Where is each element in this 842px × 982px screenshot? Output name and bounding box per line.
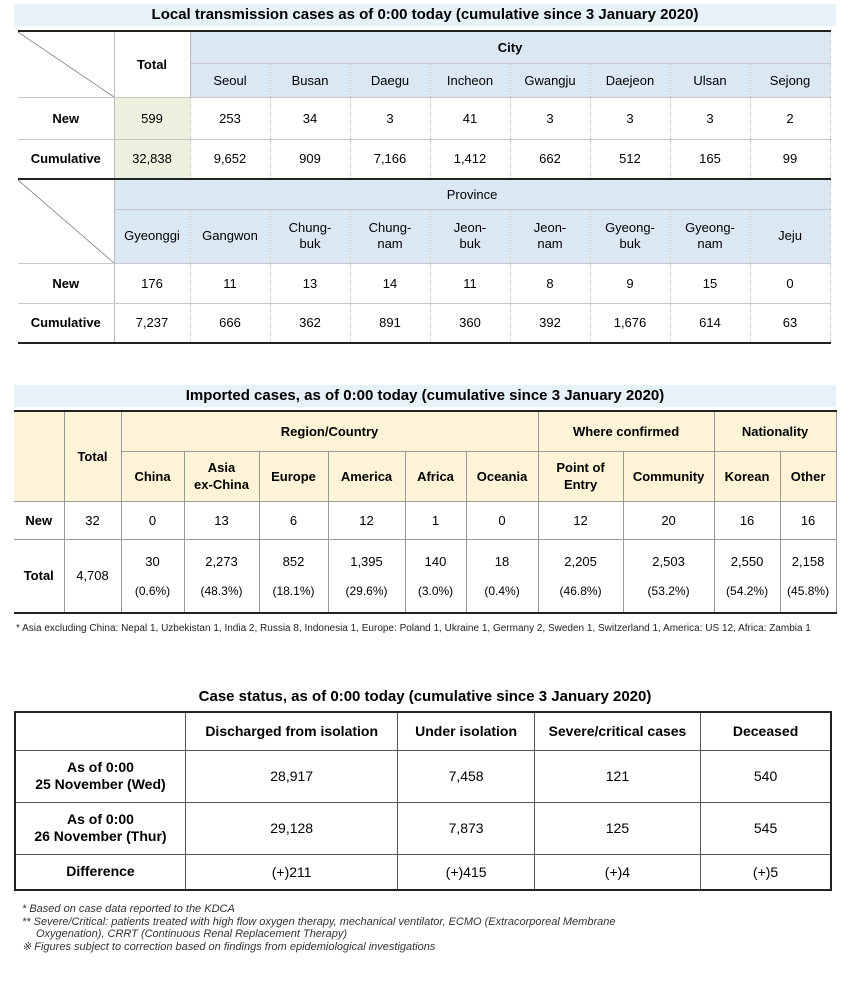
new-row-label: New [18, 263, 114, 303]
imported-total-percent: (29.6%) [345, 583, 388, 598]
imported-title: Imported cases, as of 0:00 today (cumulative since 3 January 2020) [14, 385, 836, 407]
city-name-cell: Busan [270, 63, 350, 97]
imported-total-row [14, 539, 836, 613]
imported-total-value: 2,550 [730, 553, 764, 569]
imported-total-value: 2,273 [205, 553, 238, 569]
province-cumulative-value: 891 [350, 303, 430, 343]
status-value: 545 [701, 802, 831, 854]
cumulative-row-label: Cumulative [18, 139, 114, 179]
where-confirmed-header: Where confirmed [538, 411, 714, 451]
status-column-header: Severe/critical cases [534, 712, 700, 750]
imported-total-cell [538, 539, 623, 613]
imported-total-total: 4,708 [64, 539, 121, 613]
status-row-label [15, 750, 185, 802]
city-new-row [18, 97, 830, 139]
imported-new-value: 6 [259, 501, 328, 539]
status-value: 125 [534, 802, 700, 854]
city-cumulative-value: 165 [670, 139, 750, 179]
city-name-cell: Gwangju [510, 63, 590, 97]
total-new-value: 599 [114, 97, 190, 139]
imported-total-value: 30 [145, 553, 160, 569]
imported-footnote: * Asia excluding China: Nepal 1, Uzbekistan 1, India 2, Russia 8, Indonesia 1, Europe: Poland 1, Ukraine 1, Germany 2, Sweden 1, Switzerland 1, America: US 12, Africa: Zambia 1 [16, 623, 811, 634]
imported-total-cell [121, 539, 184, 613]
imported-new-value: 16 [714, 501, 780, 539]
imported-total-percent: (54.2%) [726, 583, 769, 598]
province-cumulative-value: 1,676 [590, 303, 670, 343]
imported-column-header: China [121, 451, 184, 501]
status-title: Case status, as of 0:00 today (cumulative since 3 January 2020) [198, 688, 652, 705]
province-name-cell: Gyeong- buk [590, 209, 670, 263]
status-row-label [15, 802, 185, 854]
imported-new-value: 0 [121, 501, 184, 539]
imported-total-stack [467, 548, 538, 604]
new-row-label: New [18, 97, 114, 139]
imported-column-header: Community [623, 451, 714, 501]
note-1: * Based on case data reported to the KDCA [22, 903, 235, 915]
city-cumulative-value: 1,412 [430, 139, 510, 179]
imported-total-value: 2,503 [652, 553, 685, 569]
difference-value: (+)5 [701, 854, 831, 890]
local-transmission-table [18, 30, 831, 344]
imported-column-header: Oceania [466, 451, 538, 501]
province-cumulative-value: 360 [430, 303, 510, 343]
province-name-cell: Jeon- nam [510, 209, 590, 263]
imported-new-value: 1 [405, 501, 466, 539]
imported-total-percent: (53.2%) [647, 583, 690, 598]
province-new-value: 9 [590, 263, 670, 303]
province-name-cell: Jeon- buk [430, 209, 510, 263]
status-header-row [15, 712, 831, 750]
province-new-row [18, 263, 830, 303]
city-name-cell: Sejong [750, 63, 830, 97]
imported-total-value: 140 [424, 553, 447, 569]
province-new-value: 11 [430, 263, 510, 303]
city-name-cell: Daejeon [590, 63, 670, 97]
imported-total-value: 852 [282, 553, 305, 569]
status-row-label-line1: As of 0:00 [66, 811, 134, 827]
imported-corner-cell [14, 411, 64, 501]
province-cumulative-value: 7,237 [114, 303, 190, 343]
province-new-value: 11 [190, 263, 270, 303]
total-cumulative-value: 32,838 [114, 139, 190, 179]
status-value: 29,128 [185, 802, 398, 854]
local-total-header: Total [114, 31, 190, 97]
city-new-value: 2 [750, 97, 830, 139]
status-value: 121 [534, 750, 700, 802]
province-new-value: 14 [350, 263, 430, 303]
imported-new-value: 0 [466, 501, 538, 539]
province-new-value: 15 [670, 263, 750, 303]
city-name-cell: Incheon [430, 63, 510, 97]
imported-total-stack [715, 548, 780, 604]
status-row-label-line2: 26 November (Thur) [34, 828, 167, 844]
status-row-label-line1: As of 0:00 [66, 759, 134, 775]
imported-total-stack [185, 548, 259, 604]
imported-total-value: 1,395 [350, 553, 383, 569]
imported-total-stack [781, 548, 836, 604]
imported-new-value: 13 [184, 501, 259, 539]
city-new-value: 41 [430, 97, 510, 139]
imported-total-cell [328, 539, 405, 613]
imported-total-percent: (18.1%) [272, 583, 315, 598]
case-status-table [14, 711, 832, 891]
imported-new-value: 12 [328, 501, 405, 539]
diagonal-header-cell [18, 179, 114, 263]
imported-new-value: 16 [780, 501, 836, 539]
imported-column-header: Other [780, 451, 836, 501]
city-new-value: 3 [590, 97, 670, 139]
imported-total-stack [539, 548, 623, 604]
city-new-value: 3 [510, 97, 590, 139]
imported-total-stack [406, 548, 466, 604]
city-new-value: 34 [270, 97, 350, 139]
imported-total-cell [623, 539, 714, 613]
difference-label: Difference [15, 854, 185, 890]
imported-column-header: America [328, 451, 405, 501]
province-name-cell: Gangwon [190, 209, 270, 263]
imported-column-header: Africa [405, 451, 466, 501]
city-cumulative-value: 7,166 [350, 139, 430, 179]
nationality-header: Nationality [714, 411, 836, 451]
imported-new-value: 20 [623, 501, 714, 539]
status-value: 540 [701, 750, 831, 802]
province-name-cell: Gyeong- nam [670, 209, 750, 263]
imported-total-value: 2,205 [564, 553, 597, 569]
city-cumulative-value: 99 [750, 139, 830, 179]
imported-new-value: 12 [538, 501, 623, 539]
imported-cases-table [14, 410, 837, 614]
city-cumulative-value: 512 [590, 139, 670, 179]
imported-total-percent: (3.0%) [417, 583, 454, 598]
imported-total-cell [714, 539, 780, 613]
note-3: ※ Figures subject to correction based on findings from epidemiological investigations [22, 940, 436, 953]
status-column-header: Deceased [701, 712, 831, 750]
province-new-value: 8 [510, 263, 590, 303]
status-value: 7,458 [398, 750, 534, 802]
province-name-cell: Jeju [750, 209, 830, 263]
note-2: ** Severe/Critical: patients treated with high flow oxygen therapy, mechanical ventilator, ECMO (Extracorporeal Membrane [22, 915, 616, 928]
city-new-value: 253 [190, 97, 270, 139]
notes [22, 903, 822, 953]
difference-value: (+)211 [185, 854, 398, 890]
province-name-cell: Gyeonggi [114, 209, 190, 263]
imported-total-value: 18 [494, 553, 510, 569]
status-row [15, 750, 831, 802]
imported-column-header: Europe [259, 451, 328, 501]
city-name-cell: Seoul [190, 63, 270, 97]
region-country-header: Region/Country [121, 411, 538, 451]
status-row-label-line2: 25 November (Wed) [35, 776, 166, 792]
province-new-value: 0 [750, 263, 830, 303]
city-new-value: 3 [670, 97, 750, 139]
imported-total-percent: (46.8%) [559, 583, 602, 598]
province-new-value: 176 [114, 263, 190, 303]
status-column-header: Under isolation [398, 712, 534, 750]
province-new-value: 13 [270, 263, 350, 303]
status-value: 7,873 [398, 802, 534, 854]
imported-total-percent: (0.6%) [134, 583, 171, 598]
city-cumulative-value: 9,652 [190, 139, 270, 179]
imported-total-percent: (45.8%) [787, 583, 830, 598]
imported-total-header: Total [64, 411, 121, 501]
imported-column-header: Korean [714, 451, 780, 501]
difference-value: (+)4 [534, 854, 700, 890]
difference-value: (+)415 [398, 854, 534, 890]
province-cumulative-value: 666 [190, 303, 270, 343]
imported-total-stack [624, 548, 714, 604]
city-cumulative-value: 909 [270, 139, 350, 179]
imported-total-percent: (48.3%) [200, 583, 243, 598]
imported-new-row [14, 501, 836, 539]
imported-total-label: Total [14, 539, 64, 613]
province-name-cell: Chung- buk [270, 209, 350, 263]
note-2-continued: Oxygenation), CRRT (Continuous Renal Replacement Therapy) [36, 928, 347, 940]
status-column-header: Discharged from isolation [185, 712, 398, 750]
city-cumulative-row [18, 139, 830, 179]
imported-new-label: New [14, 501, 64, 539]
city-name-cell: Ulsan [670, 63, 750, 97]
status-value: 28,917 [185, 750, 398, 802]
province-cumulative-value: 63 [750, 303, 830, 343]
city-cumulative-value: 662 [510, 139, 590, 179]
imported-total-cell [184, 539, 259, 613]
city-new-value: 3 [350, 97, 430, 139]
imported-columns-row [14, 451, 836, 501]
diagonal-header-cell [18, 31, 114, 97]
province-cumulative-row [18, 303, 830, 343]
status-corner-cell [15, 712, 185, 750]
imported-total-cell [405, 539, 466, 613]
imported-total-stack [329, 548, 405, 604]
cumulative-row-label: Cumulative [18, 303, 114, 343]
city-header: City [190, 31, 830, 63]
province-header: Province [114, 179, 830, 209]
imported-total-value: 2,158 [791, 553, 825, 569]
imported-column-header: Asia ex-China [184, 451, 259, 501]
city-name-cell: Daegu [350, 63, 430, 97]
imported-total-cell [466, 539, 538, 613]
status-difference-row [15, 854, 831, 890]
imported-new-total: 32 [64, 501, 121, 539]
province-names-row [18, 209, 830, 263]
imported-total-stack [260, 548, 328, 604]
province-cumulative-value: 392 [510, 303, 590, 343]
province-name-cell: Chung- nam [350, 209, 430, 263]
imported-total-stack [122, 548, 184, 604]
province-cumulative-value: 614 [670, 303, 750, 343]
province-cumulative-value: 362 [270, 303, 350, 343]
imported-total-cell [780, 539, 836, 613]
imported-total-percent: (0.4%) [484, 583, 520, 598]
imported-total-cell [259, 539, 328, 613]
imported-column-header: Point of Entry [538, 451, 623, 501]
local-title: Local transmission cases as of 0:00 today (cumulative since 3 January 2020) [14, 4, 836, 26]
status-row [15, 802, 831, 854]
